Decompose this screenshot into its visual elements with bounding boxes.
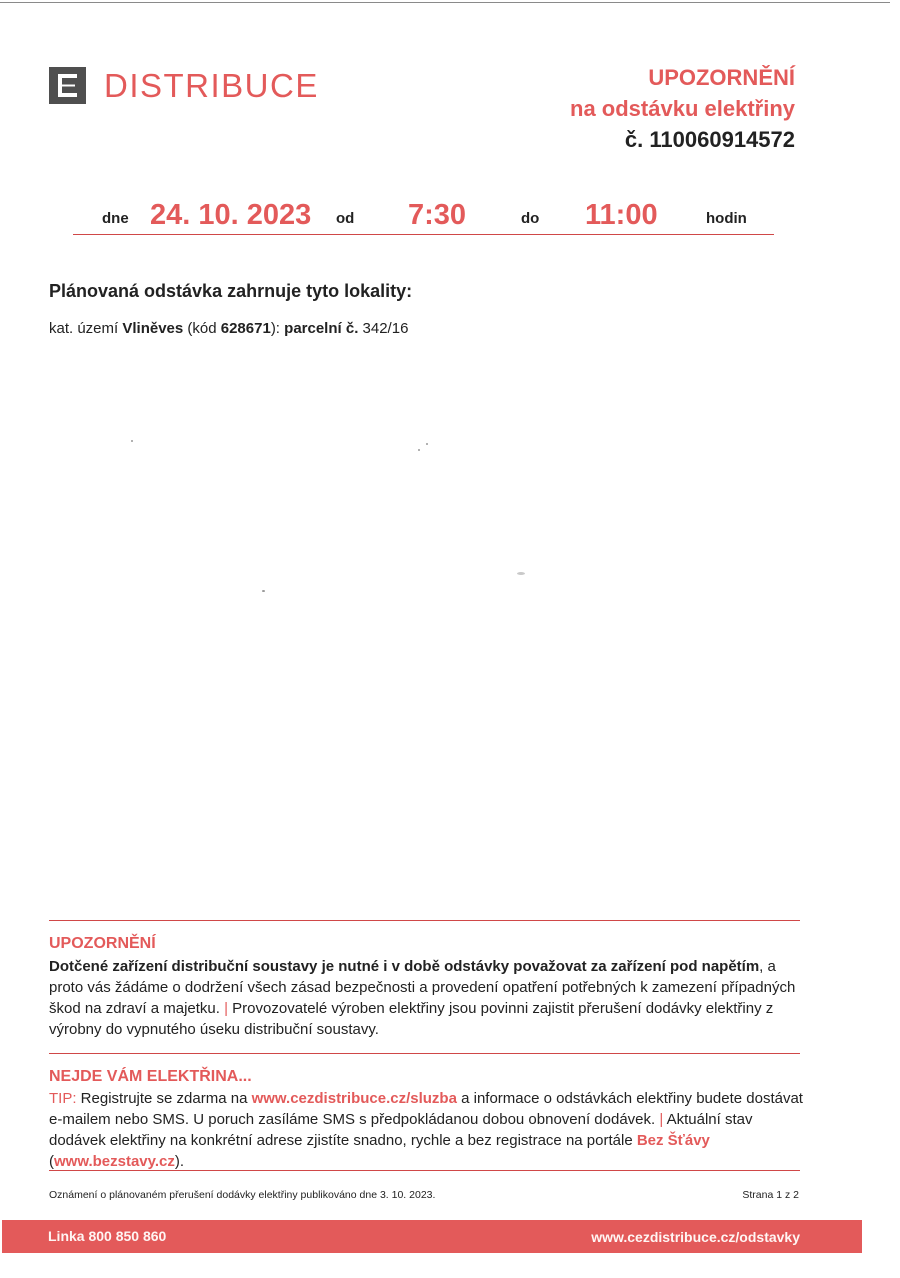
divider — [49, 1053, 800, 1054]
publication-note: Oznámení o plánovaném přerušení dodávky elektřiny publikováno dne 3. 10. 2023. — [49, 1189, 436, 1201]
to-time: 11:00 — [585, 199, 658, 231]
power-out-title: NEJDE VÁM ELEKTŘINA... — [49, 1068, 252, 1085]
power-out-text: TIP: Registrujte se zdarma na www.cezdistribuce.cz/sluzba a informace o odstávkách elektřiny budete dostávat e-mailem nebo SMS. U poruch zasíláme SMS s předpokládanou dobou obnovení dodávek. | Aktuální stav dodávek elektřiny na konkrétní adrese zjistíte snadno, rychle a bez registrace na portále Bez Šťávy (www.bezstavy.cz). — [49, 1090, 803, 1170]
scan-speck — [131, 440, 133, 442]
footer-bar — [2, 1220, 862, 1253]
municipality: Vliněves — [122, 320, 184, 337]
notice-title-line2: na odstávku elektřiny — [570, 96, 795, 121]
tip-label: TIP: — [49, 1090, 77, 1107]
scan-speck — [517, 572, 525, 575]
parcel-number: 342/16 — [358, 320, 409, 337]
registration-link[interactable]: www.cezdistribuce.cz/sluzba — [251, 1090, 457, 1107]
warning-title: UPOZORNĚNÍ — [49, 935, 156, 952]
scope-title: Plánovaná odstávka zahrnuje tyto lokality: — [49, 281, 413, 301]
warning-text: Dotčené zařízení distribuční soustavy je nutné i v době odstávky považovat za zařízení pod napětím, a proto vás žádáme o dodržení všech zásad bezpečnosti a provedení opatření potřebných k zamezení případných škod na zdraví a majetku. | Provozovatelé výroben elektřiny jsou povinni zajistit přerušení dodávky elektřiny z výrobny do vypnutého úseku distribuční soustavy. — [49, 958, 796, 1038]
portal-name: Bez Šťávy — [636, 1132, 710, 1149]
from-time: 7:30 — [408, 199, 467, 231]
cadastral-code: 628671 — [220, 320, 271, 337]
date-label: dne — [102, 210, 129, 227]
divider — [49, 1170, 800, 1171]
notice-number: č. 110060914572 — [624, 127, 795, 152]
page-number: Strana 1 z 2 — [742, 1189, 799, 1201]
notice-title — [570, 62, 795, 155]
scan-speck — [418, 449, 420, 451]
scan-top-edge — [0, 2, 890, 3]
to-label: do — [521, 210, 540, 227]
hotline[interactable]: Linka 800 850 860 — [48, 1228, 167, 1244]
brand-name: DISTRIBUCE — [104, 67, 319, 104]
scan-speck — [262, 590, 265, 592]
parcel-label: parcelní č. — [284, 320, 359, 337]
from-label: od — [336, 210, 355, 227]
bezstavy-link[interactable]: www.bezstavy.cz — [54, 1153, 175, 1170]
outage-date: 24. 10. 2023 — [150, 199, 312, 231]
notice-title-line1: UPOZORNĚNÍ — [648, 65, 795, 90]
cez-logo-icon — [49, 67, 86, 104]
outages-url[interactable]: www.cezdistribuce.cz/odstavky — [591, 1229, 800, 1245]
hours-label: hodin — [706, 210, 747, 227]
location-line: kat. území Vliněves (kód 628671): parcelní č. 342/16 — [49, 320, 409, 337]
scan-speck — [426, 443, 428, 445]
outage-schedule — [73, 190, 774, 235]
divider — [49, 920, 800, 921]
